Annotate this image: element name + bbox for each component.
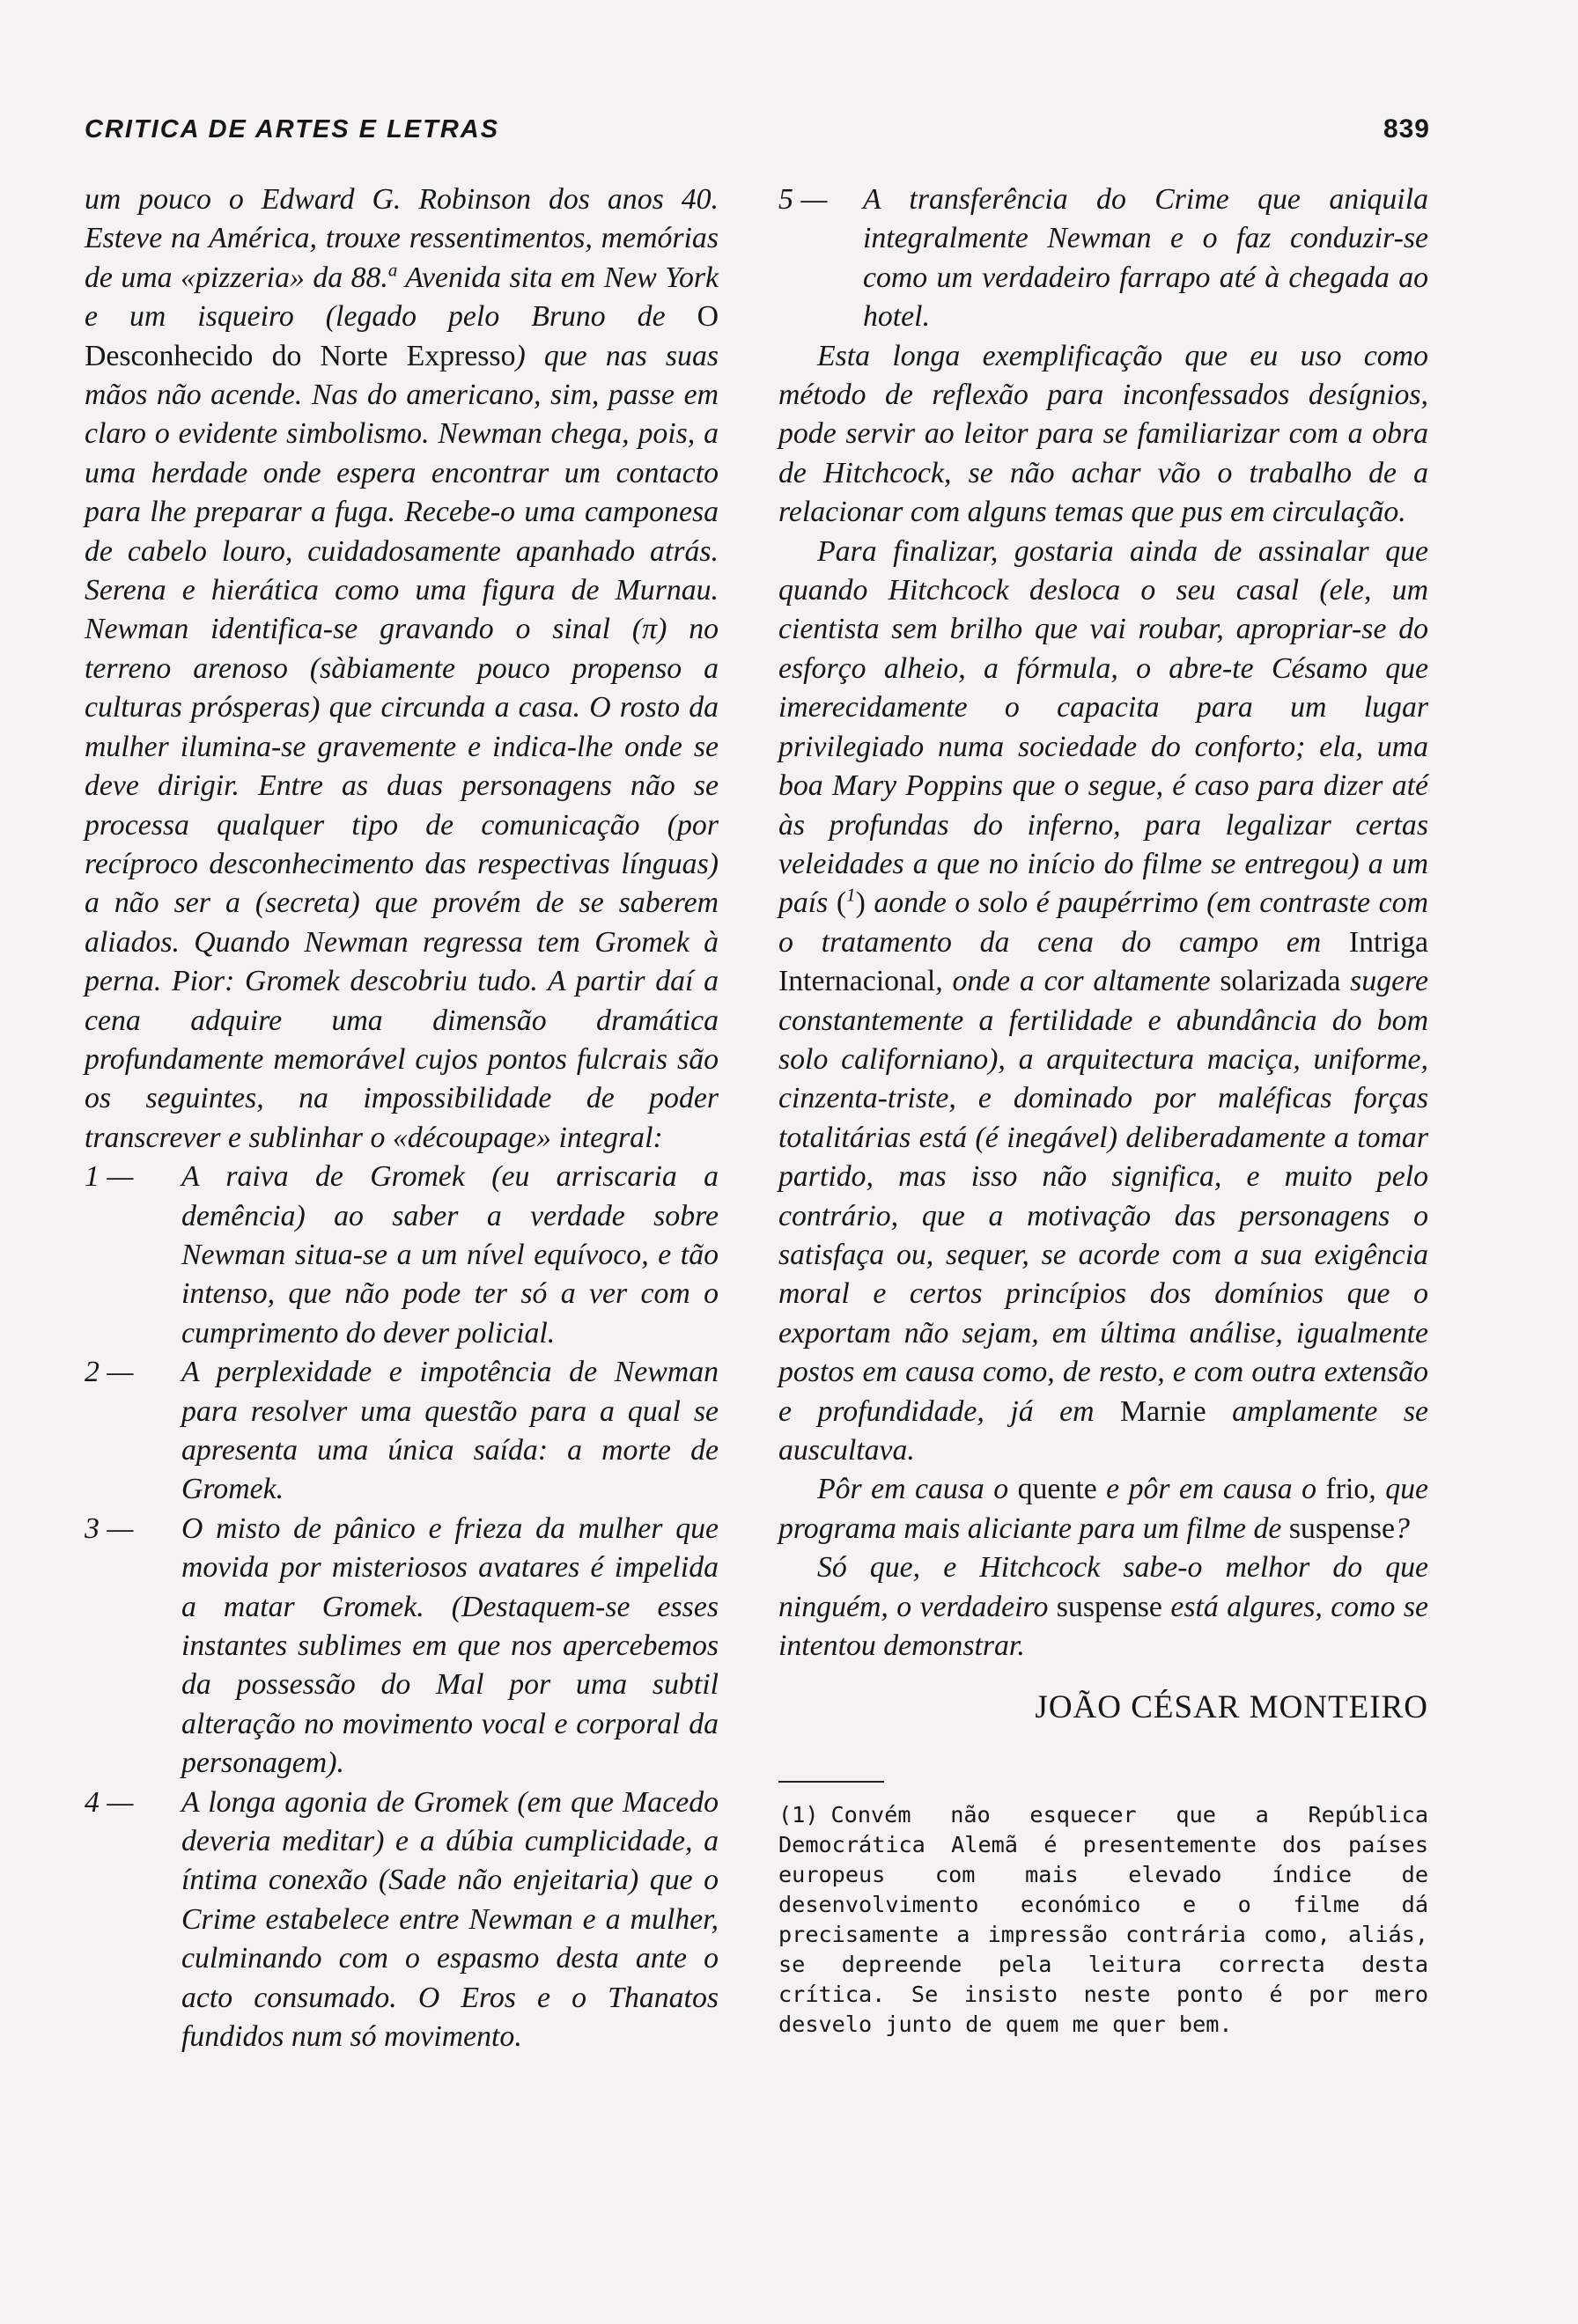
text-run: está algures, como se intentou demonstrar. <box>778 1590 1428 1663</box>
body-paragraph: Esta longa exemplificação que eu uso como método de reflexão para inconfessados desígnios, pode servir ao leitor para se familiarizar com a obra de Hitchcock, se não achar vão o trabalho de a relacionar com alguns temas que pus em circulação. <box>778 339 1428 529</box>
point-text: A perplexidade e impotência de Newman para resolver uma questão para a qual se apresenta uma única saída: a morte de Gromek. <box>181 1356 719 1506</box>
footnote-divider <box>778 1781 884 1783</box>
upright-title-text: suspense <box>1288 1511 1395 1545</box>
body-paragraph <box>778 533 1428 1471</box>
upright-title-text: solarizada <box>1220 965 1341 998</box>
footnote-text: Convém não esquecer que a República Democrática Alemã é presentemente dos países europeus com mais elevado índice de desenvolvimento económico e o filme dá precisamente a impressão contrária como, aliás, se depreende pela leitura correcta desta crítica. Se insisto neste ponto é por mero desvelo junto de quem me quer bem. <box>778 1801 1428 2037</box>
numbered-points <box>85 1158 719 2056</box>
point-item <box>85 1783 719 2057</box>
upright-title-text: Intriga Internacional <box>778 925 1428 998</box>
right-column <box>778 180 1428 2040</box>
text-run: Avenida sita em New York e um isqueiro (legado pelo Bruno de <box>85 261 719 334</box>
point-item <box>85 1353 719 1510</box>
text-run: , que programa mais aliciante para um filme de <box>778 1473 1428 1545</box>
point-number: 4 — <box>85 1785 134 1819</box>
text-run: um pouco o Edward G. Robinson dos anos 40. Esteve na América, trouxe ressentimentos, memórias de uma «pizzeria» da 88. <box>85 183 719 294</box>
point-text: A raiva de Gromek (eu arriscaria a demência) ao saber a verdade sobre Newman situa-se a um nível equívoco, e tão intenso, que não pode ter só a ver com o cumprimento do dever policial. <box>181 1160 719 1350</box>
text-run: e pôr em causa o <box>1096 1473 1326 1506</box>
text-run: , onde a cor altamente <box>935 965 1220 998</box>
upright-title-text: quente <box>1017 1473 1097 1506</box>
point-number: 5 — <box>778 183 828 216</box>
point-text: A longa agonia de Gromek (em que Macedo deveria meditar) e a dúbia cumplicidade, a íntima conexão (Sade não enjeitaria) que o Crime estabelece entre Newman e a mulher, culminando com o espasmo desta ante o acto consumado. O Eros e o Thanatos fundidos num só movimento. <box>181 1785 719 2054</box>
footnote-marker: (1) <box>778 1801 819 1828</box>
point-item <box>85 1510 719 1783</box>
left-column <box>85 180 719 2057</box>
superscript-mark: 1 <box>846 884 856 906</box>
running-head <box>85 114 1430 144</box>
point-number: 1 — <box>85 1160 134 1194</box>
text-run: amplamente se auscultava. <box>778 1394 1428 1467</box>
text-run: Pôr em causa o <box>817 1473 1018 1506</box>
point-number: 2 — <box>85 1356 134 1389</box>
footnote <box>778 1800 1428 2040</box>
upright-title-text: Marnie <box>1120 1394 1206 1428</box>
superscript-mark: a <box>387 259 398 281</box>
point-text: A transferência do Crime que aniquila integralmente Newman e o faz conduzir-se como um verdadeiro farrapo até à chegada ao hotel. <box>863 183 1428 334</box>
text-run: sugere constantemente a fertilidade e abundância do bom solo californiano), a arquitectura maciça, uniforme, cinzenta-triste, e dominado por maléficas forças totalitárias está (é inegável) deliberadamente a tomar partido, mas isso não significa, e muito pelo contrário, que a motivação das personagens o satisfaça ou, sequer, se acorde com a sua exigência moral e certos princípios dos domínios que o exportam não sejam, em última análise, igualmente postos em causa como, de resto, e com outra extensão e profundidade, já em <box>778 965 1428 1428</box>
body-paragraph <box>778 1470 1428 1548</box>
text-run: Só que, e Hitchcock sabe-o melhor do que ninguém, o verdadeiro <box>778 1551 1428 1623</box>
upright-title-text: ) <box>855 886 866 920</box>
upright-title-text: frio <box>1325 1473 1369 1506</box>
page-number: 839 <box>1383 114 1430 143</box>
point-number: 3 — <box>85 1511 134 1545</box>
point-item <box>85 1158 719 1353</box>
text-run: Para finalizar, gostaria ainda de assinalar que quando Hitchcock desloca o seu casal (ele, um cientista sem brilho que vai roubar, apropriar-se do esforço alheio, a fórmula, o abre-te Césamo que imerecidamente o capacita para um lugar privilegiado numa sociedade do conforto; ela, uma boa Mary Poppins que o segue, é caso para dizer até às profundas do inferno, para legalizar certas veleidades a que no início do filme se entregou) a um país <box>778 534 1428 920</box>
point-item <box>778 180 1428 337</box>
text-run: aonde o solo é paupérrimo (em contraste com o tratamento da cena do campo em <box>778 886 1428 959</box>
text-run: ? <box>1394 1511 1410 1545</box>
author-signature: JOÃO CÉSAR MONTEIRO <box>1035 1689 1428 1726</box>
text-run: ) que nas suas mãos não acende. Nas do americano, sim, passe em claro o evidente simbolismo. Newman chega, pois, a uma herdade onde espera encontrar um contacto para lhe preparar a fuga. Recebe-o uma camponesa de cabelo louro, cuidadosamente apanhado atrás. Serena e hierática como uma figura de Murnau. Newman identifica-se gravando o sinal (π) no terreno arenoso (sàbiamente pouco propenso a culturas prósperas) que circunda a casa. O rosto da mulher ilumina-se gravemente e indica-lhe onde se deve dirigir. Entre as duas personagens não se processa qualquer tipo de comunicação (por recíproco desconhecimento das respectivas línguas) a não ser a (secreta) que provém de se saberem aliados. Quando Newman regressa tem Gromek à perna. Pior: Gromek descobriu tudo. A partir daí a cena adquire uma dimensão dramática profundamente memorável cujos pontos fulcrais são os seguintes, na impossibilidade de poder transcrever e sublinhar o «découpage» integral: <box>85 339 719 1154</box>
running-title: CRITICA DE ARTES E LETRAS <box>85 115 500 143</box>
body-paragraph <box>778 1548 1428 1666</box>
numbered-points <box>778 180 1428 337</box>
upright-title-text: ( <box>836 886 847 920</box>
upright-title-text: O Desconhecido do Norte Expresso <box>85 300 719 372</box>
intro-paragraph <box>85 180 719 1158</box>
upright-title-text: suspense <box>1056 1590 1162 1623</box>
point-text: O misto de pânico e frieza da mulher que movida por misteriosos avatares é impelida a matar Gromek. (Destaquem-se esses instantes sublimes em que nos apercebemos da possessão do Mal por uma subtil alteração no movimento vocal e corporal da personagem). <box>181 1511 719 1780</box>
